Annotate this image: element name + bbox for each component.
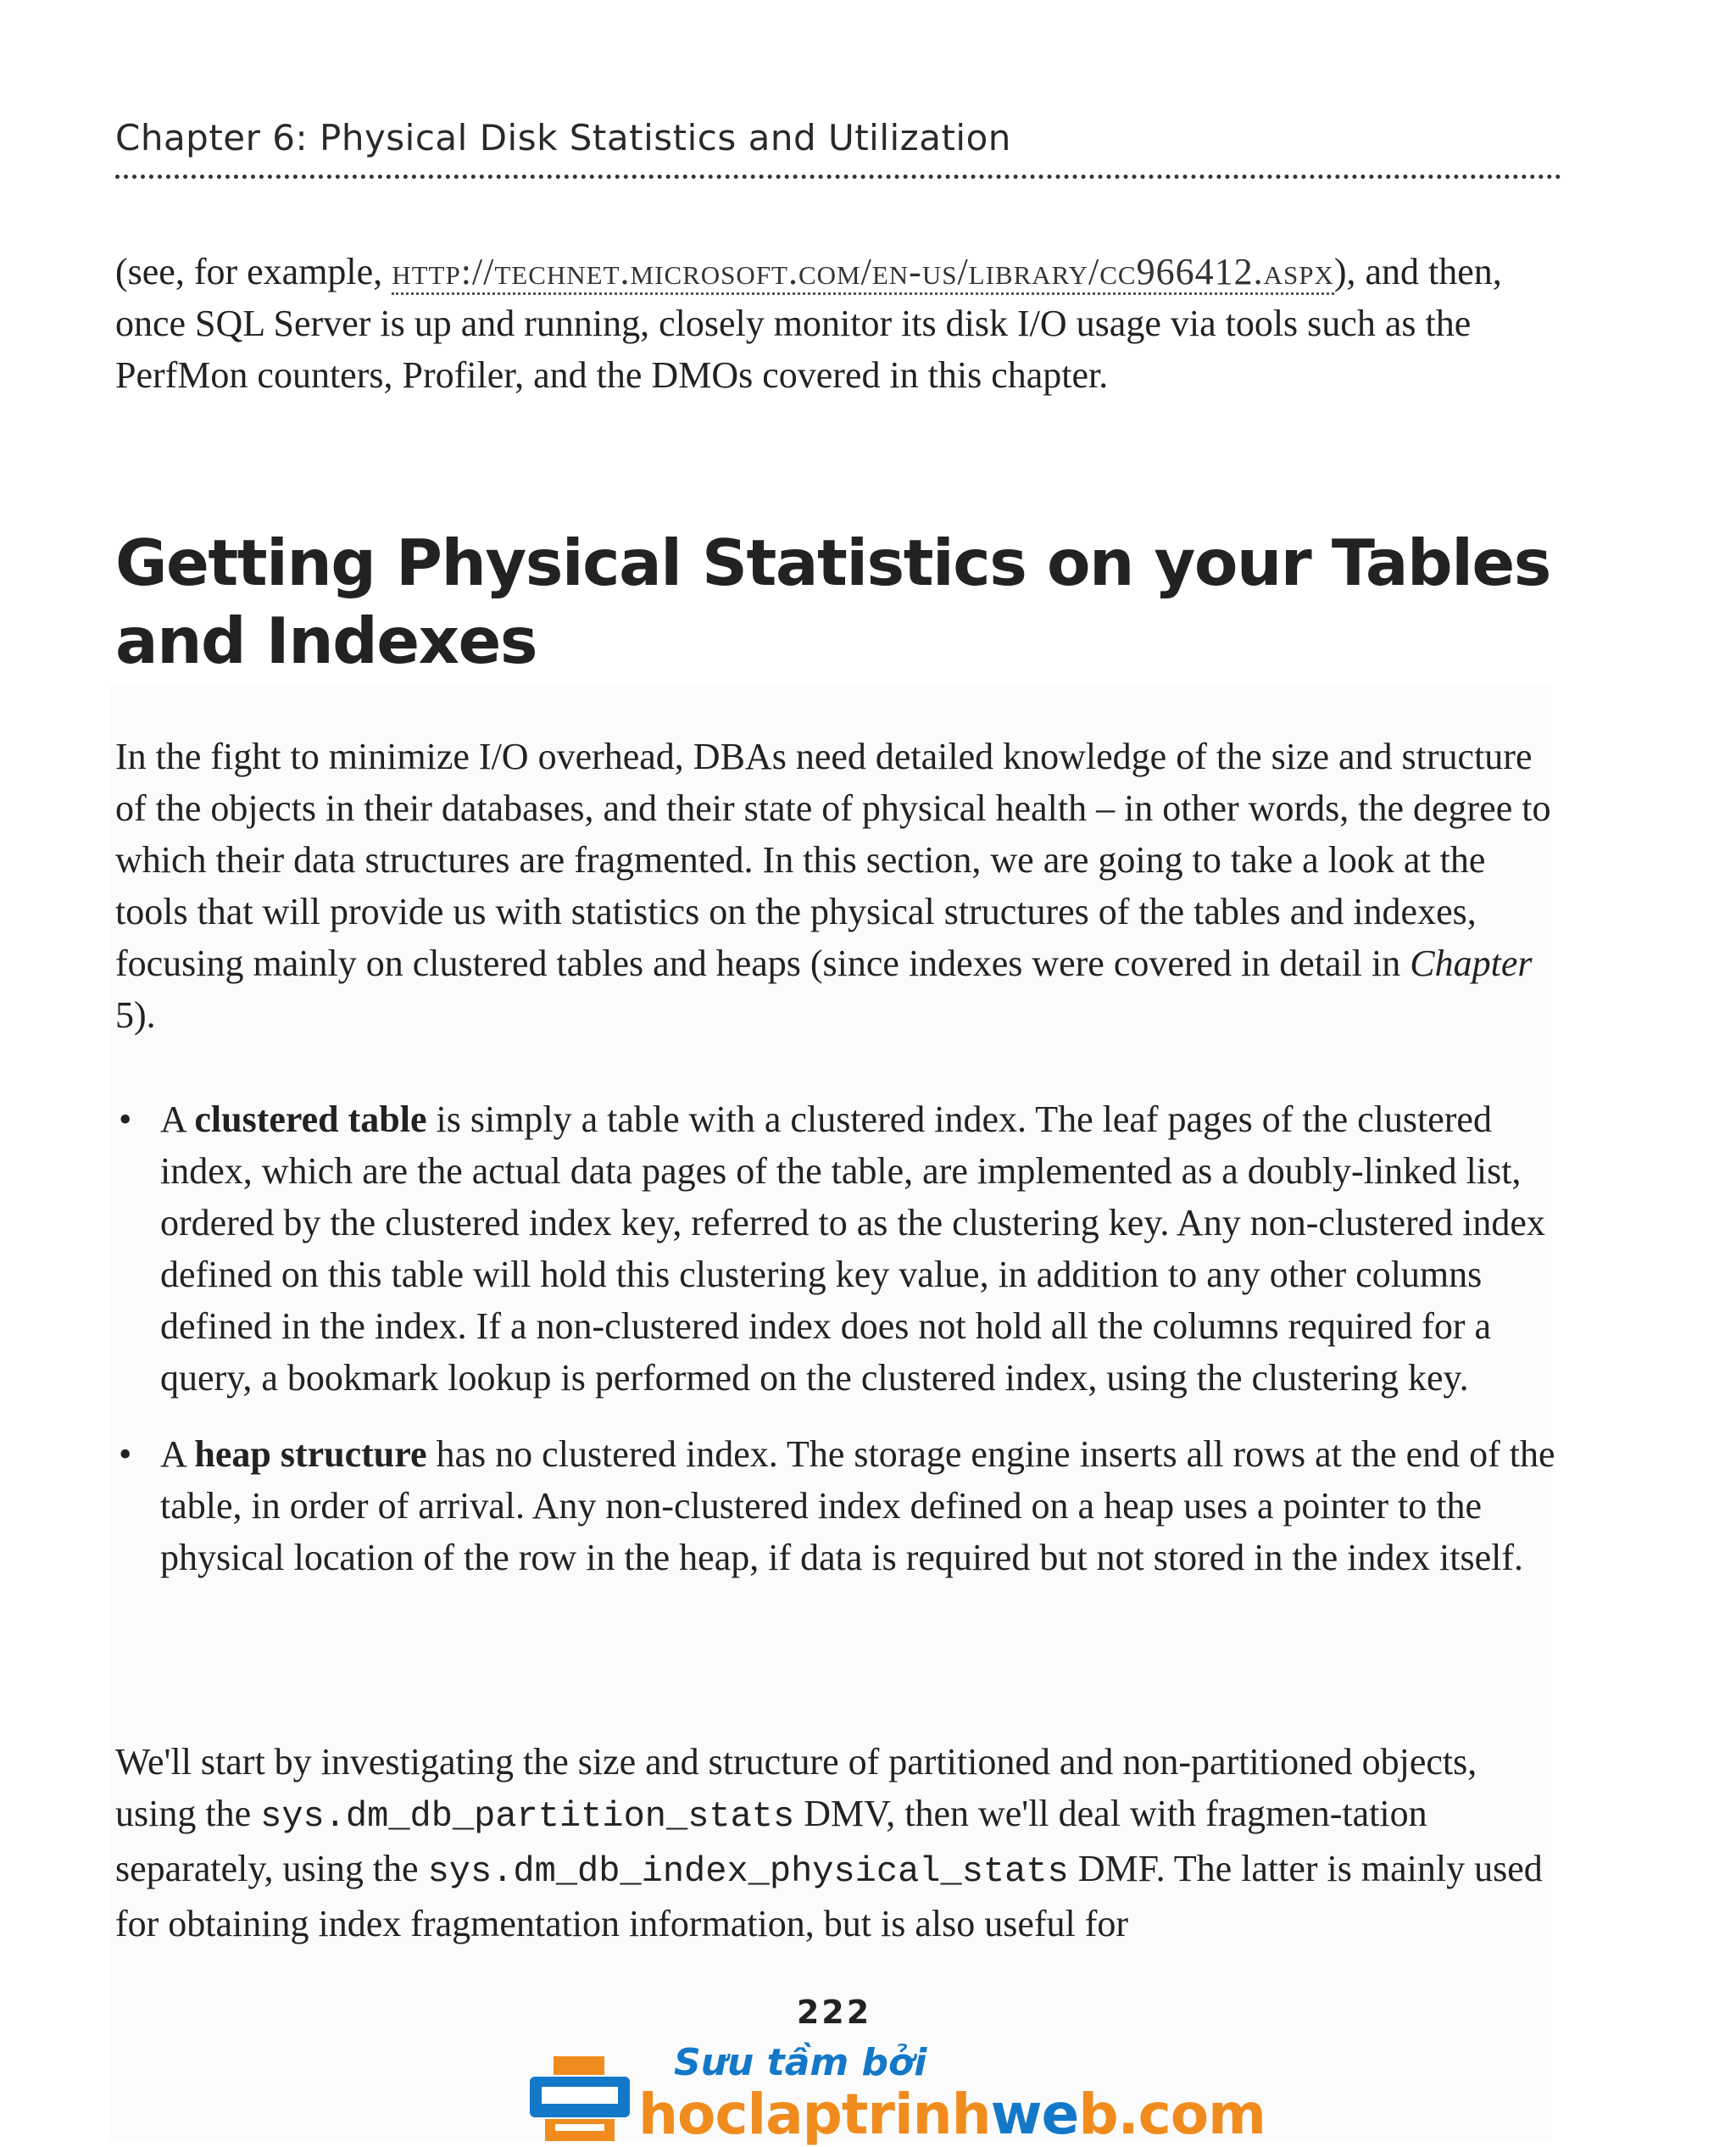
heading-line-1: Getting Physical Statistics on your Tables bbox=[115, 526, 1550, 600]
watermark bbox=[530, 2041, 1266, 2147]
watermark-site-part-1: hoclaptrinh bbox=[638, 2082, 991, 2147]
watermark-tagline: Sưu tầm bởi bbox=[674, 2041, 927, 2084]
technet-link[interactable]: http://technet.microsoft.com/en-us/library/cc966412.aspx bbox=[392, 251, 1334, 295]
bullet-term: clustered table bbox=[194, 1099, 427, 1140]
bullet-lead: A bbox=[160, 1433, 195, 1475]
bullet-text: has no clustered index. The storage engine inserts all rows at the end of the table, in order of arrival. Any non-clustered index defined on a heap uses a pointer to the physical location of the row in the heap, if data is required but not stored in the index itself. bbox=[160, 1433, 1555, 1578]
section-heading bbox=[115, 524, 1556, 680]
para2-text-1: We'll start by investigating the size and structure of partitioned and non-partitioned objects, using the bbox=[115, 1741, 1477, 1834]
para1-text: In the fight to minimize I/O overhead, DBAs need detailed knowledge of the size and structure of the objects in their databases, and their state of physical health – in other words, the degree to which their data structures are fragmented. In this section, we are going to take a look at the tools that will provide us with statistics on the physical structures of the tables and indexes, focusing mainly on clustered tables and heaps (since indexes were covered in detail in bbox=[115, 736, 1551, 984]
bullet-lead: A bbox=[160, 1099, 195, 1140]
bullet-term: heap structure bbox=[194, 1433, 427, 1475]
bullet-item-heap-structure bbox=[115, 1428, 1556, 1583]
bullet-text: is simply a table with a clustered index. The leaf pages of the clustered index, which are the actual data pages of the table, are implemented as a doubly-linked list, ordered by the clustered index key, referred to as the clustering key. Any non-clustered index defined on this table will hold this clustering key value, in addition to any other columns defined in the index. If a non-clustered index does not hold all the columns required for a query, a bookmark lookup is performed on the clustered index, using the clustering key. bbox=[160, 1099, 1545, 1399]
intro-text-after-link: ), and then, once SQL Server is up and running, closely monitor its disk I/O usage via tools such as the PerfMon counters, Profiler, and the DMOs covered in this chapter. bbox=[115, 251, 1502, 396]
intro-text-before-link: (see, for example, bbox=[115, 251, 392, 292]
section-paragraph-2 bbox=[115, 1736, 1556, 1950]
heading-line-2: and Indexes bbox=[115, 603, 537, 678]
bullet-item-clustered-table bbox=[115, 1093, 1556, 1404]
watermark-logo-icon bbox=[530, 2056, 630, 2141]
watermark-site-part-2: we bbox=[990, 2082, 1079, 2147]
para2-text-2: DMV, then we'll deal with fragmen-tation separately, using the bbox=[115, 1793, 1427, 1889]
bullet-list bbox=[115, 1093, 1556, 1608]
para1-end: ). bbox=[134, 994, 156, 1036]
section-paragraph-1 bbox=[115, 731, 1556, 1041]
bullet-icon: • bbox=[119, 1433, 132, 1475]
running-header: Chapter 6: Physical Disk Statistics and Utilization bbox=[115, 117, 1011, 159]
chapter-reference-number: 5 bbox=[115, 994, 134, 1036]
bullet-icon: • bbox=[119, 1099, 132, 1140]
watermark-site-part-3: b.com bbox=[1078, 2082, 1266, 2147]
code-partition-stats: sys.dm_db_partition_stats bbox=[260, 1796, 795, 1837]
page-number: 222 bbox=[796, 1994, 872, 2031]
chapter-reference: Chapter bbox=[1410, 943, 1533, 984]
watermark-site bbox=[638, 2082, 1266, 2147]
header-rule bbox=[115, 175, 1561, 179]
code-index-physical-stats: sys.dm_db_index_physical_stats bbox=[427, 1851, 1069, 1892]
para2-text-3: DMF. The latter is mainly used for obtaining index fragmentation information, but is also useful for bbox=[115, 1848, 1543, 1944]
intro-paragraph bbox=[115, 246, 1556, 401]
